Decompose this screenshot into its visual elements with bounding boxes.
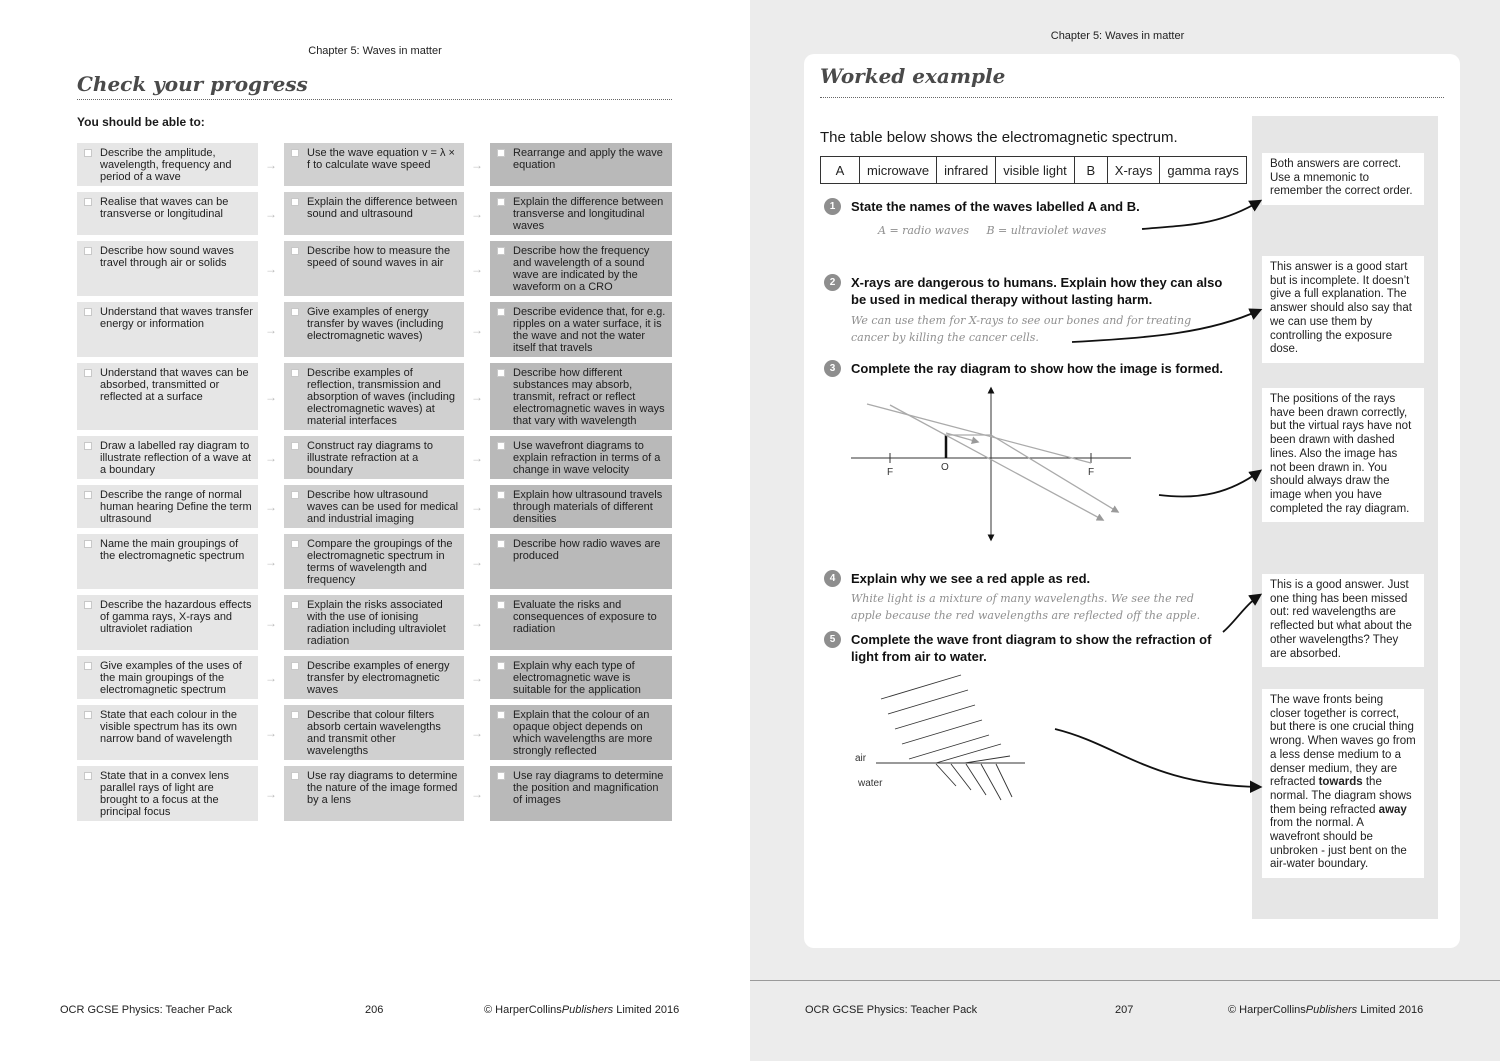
progression-arrow-icon: → <box>265 389 277 404</box>
statement-text: Explain the risks associated with the use of ionising radiation including ultraviolet radiation <box>307 599 446 647</box>
label-water: water <box>858 778 883 789</box>
statement-text: Understand that waves can be absorbed, transmitted or reflected at a surface <box>100 367 249 403</box>
progress-statement <box>284 436 464 479</box>
progression-arrow-icon: → <box>471 389 483 404</box>
feedback-note-4: This is a good answer. Just one thing has been missed out: red wavelengths are reflected but what about the other wavelengths? They are absorbed. <box>1262 574 1424 667</box>
progress-statement <box>284 192 464 235</box>
statement-text: Describe how radio waves are produced <box>513 538 661 562</box>
checkbox[interactable] <box>291 772 299 780</box>
checkbox[interactable] <box>497 491 505 499</box>
checkbox[interactable] <box>84 662 92 670</box>
footer-copyright: © HarperCollinsPublishers Limited 2016 <box>484 1004 680 1016</box>
progress-statement <box>77 485 258 528</box>
statement-text: Describe the amplitude, wavelength, frequency and period of a wave <box>100 147 232 183</box>
statement-text: Explain the difference between sound and ultrasound <box>307 196 458 220</box>
progress-statement <box>77 534 258 589</box>
progress-row <box>77 766 672 821</box>
ray-2b <box>991 435 1118 512</box>
progression-arrow-icon: → <box>265 725 277 740</box>
progress-statement <box>284 363 464 430</box>
statement-text: Describe how different substances may absorb, transmit, refract or reflect electromagnetic waves in ways that vary with wavelength <box>513 367 665 427</box>
statement-text: Use ray diagrams to determine the position and magnification of images <box>513 770 664 806</box>
progress-statement <box>77 595 258 650</box>
progress-statement <box>284 766 464 821</box>
page-rule <box>750 980 1500 981</box>
checkbox[interactable] <box>497 662 505 670</box>
progression-arrow-icon: → <box>265 670 277 685</box>
answer-1: A = radio waves B = ultraviolet waves <box>878 224 1107 237</box>
checkbox[interactable] <box>497 369 505 377</box>
checkbox[interactable] <box>291 442 299 450</box>
progress-row <box>77 143 672 186</box>
statement-text: Describe how the frequency and wavelength of a sound wave are indicated by the waveform on a CRO <box>513 245 650 293</box>
progression-arrow-icon: → <box>471 157 483 172</box>
progress-statement <box>490 656 672 699</box>
spectrum-cell: gamma rays <box>1160 157 1247 184</box>
footer-page-number: 206 <box>365 1004 384 1016</box>
progress-statement <box>77 192 258 235</box>
progression-arrow-icon: → <box>471 450 483 465</box>
progress-statement <box>77 436 258 479</box>
progress-statement <box>77 302 258 357</box>
statement-text: Describe how ultrasound waves can be used for medical and industrial imaging <box>307 489 459 525</box>
checkbox[interactable] <box>497 540 505 548</box>
statement-text: Describe evidence that, for e.g. ripples on a water surface, it is the wave and not the water itself that travels <box>513 306 666 354</box>
checkbox[interactable] <box>84 540 92 548</box>
footer-book: OCR GCSE Physics: Teacher Pack <box>805 1004 978 1016</box>
ray-virtual <box>867 404 1091 463</box>
question-number-badge: 4 <box>824 570 841 587</box>
progress-statement <box>77 705 258 760</box>
statement-text: Describe that colour filters absorb certain wavelengths and transmit other wavelengths <box>307 709 441 757</box>
progression-arrow-icon: → <box>265 450 277 465</box>
progression-arrow-icon: → <box>471 786 483 801</box>
progression-arrow-icon: → <box>471 725 483 740</box>
statement-text: Give examples of the uses of the main groupings of the electromagnetic spectrum <box>100 660 242 696</box>
statement-text: Describe the hazardous effects of gamma rays, X-rays and ultraviolet radiation <box>100 599 252 635</box>
right-page <box>750 0 1500 1061</box>
footer-page-number: 207 <box>1115 1004 1134 1016</box>
statement-text: Explain the difference between transverse and longitudinal waves <box>513 196 664 232</box>
progression-arrow-icon: → <box>471 670 483 685</box>
answer-2-line-1: We can use them for X-rays to see our bones and for treating <box>851 314 1192 327</box>
chapter-header: Chapter 5: Waves in matter <box>308 45 442 57</box>
progress-statement <box>284 143 464 186</box>
progress-row <box>77 436 672 479</box>
question-number-badge: 3 <box>824 360 841 377</box>
ray-diagram <box>851 388 1131 540</box>
checkbox[interactable] <box>291 149 299 157</box>
statement-text: Describe examples of reflection, transmission and absorption of waves (including electromagnetic waves) at material interfaces <box>307 367 455 427</box>
progression-arrow-icon: → <box>471 206 483 221</box>
question-text: State the names of the waves labelled A and B. <box>851 199 1140 214</box>
question-text: Complete the wave front diagram to show the refraction of light from air to water. <box>851 632 1212 664</box>
statement-text: Describe examples of energy transfer by electromagnetic waves <box>307 660 450 696</box>
statement-text: Realise that waves can be transverse or longitudinal <box>100 196 229 220</box>
question-text: Explain why we see a red apple as red. <box>851 571 1091 586</box>
checkbox[interactable] <box>291 540 299 548</box>
question-number-badge: 2 <box>824 274 841 291</box>
wavefront-diagram <box>855 675 1025 800</box>
checkbox[interactable] <box>84 442 92 450</box>
arrow-to-note-4 <box>1223 595 1260 632</box>
statement-text: Compare the groupings of the electromagnetic spectrum in terms of wavelength and frequency <box>307 538 453 586</box>
statement-text: Draw a labelled ray diagram to illustrate reflection of a wave at a boundary <box>100 440 252 476</box>
page-title: Check your progress <box>77 72 672 100</box>
page-title: Worked example <box>820 64 1444 98</box>
progress-row <box>77 363 672 430</box>
question-number-badge: 1 <box>824 198 841 215</box>
progress-row <box>77 705 672 760</box>
spectrum-cell: microwave <box>860 157 937 184</box>
statement-text: Explain that the colour of an opaque object depends on which wavelengths are more strongly reflected <box>513 709 653 757</box>
statement-text: Rearrange and apply the wave equation <box>513 147 663 171</box>
checkbox[interactable] <box>291 491 299 499</box>
spectrum-cell: infrared <box>937 157 996 184</box>
checkbox[interactable] <box>84 491 92 499</box>
progress-statement <box>284 302 464 357</box>
intro-text: You should be able to: <box>77 115 205 129</box>
statement-text: Give examples of energy transfer by waves (including electromagnetic waves) <box>307 306 444 342</box>
checkbox[interactable] <box>497 308 505 316</box>
statement-text: Use ray diagrams to determine the nature of the image formed by a lens <box>307 770 458 806</box>
progress-statement <box>490 766 672 821</box>
checkbox[interactable] <box>84 369 92 377</box>
statement-text: Describe how to measure the speed of sound waves in air <box>307 245 451 269</box>
statement-text: Name the main groupings of the electromagnetic spectrum <box>100 538 245 562</box>
label-f-right: F <box>1088 467 1095 478</box>
progression-arrow-icon: → <box>471 615 483 630</box>
progress-statement <box>490 241 672 296</box>
progress-statement <box>77 363 258 430</box>
progress-statement <box>490 595 672 650</box>
statement-text: State that each colour in the visible spectrum has its own narrow band of wavelength <box>100 709 237 745</box>
answer-4-line-2: apple because the red wavelengths are reflected off the apple. <box>851 609 1201 622</box>
diagram-layer <box>750 0 1500 1061</box>
checkbox[interactable] <box>497 442 505 450</box>
progress-statement <box>77 766 258 821</box>
progress-row <box>77 192 672 235</box>
checkbox[interactable] <box>84 198 92 206</box>
question-text: X-rays are dangerous to humans. Explain how they can also be used in medical therapy without lasting harm. <box>851 275 1223 307</box>
checkbox[interactable] <box>291 247 299 255</box>
progress-statement <box>284 656 464 699</box>
statement-text: Describe the range of normal human hearing Define the term ultrasound <box>100 489 252 525</box>
arrow-to-note-3 <box>1159 471 1260 497</box>
progress-row <box>77 485 672 528</box>
answer-4-line-1: White light is a mixture of many wavelengths. We see the red <box>851 592 1194 605</box>
question-text: Complete the ray diagram to show how the image is formed. <box>851 361 1224 376</box>
progress-row <box>77 534 672 589</box>
ray-1 <box>890 405 1103 520</box>
checkbox[interactable] <box>497 601 505 609</box>
checkbox[interactable] <box>291 711 299 719</box>
spectrum-cell: B <box>1074 157 1107 184</box>
arrow-to-note-5 <box>1055 729 1260 787</box>
progress-statement <box>284 705 464 760</box>
progress-statement <box>284 485 464 528</box>
checkbox[interactable] <box>84 601 92 609</box>
checkbox[interactable] <box>84 711 92 719</box>
progress-grid <box>77 143 672 827</box>
chapter-header: Chapter 5: Waves in matter <box>1050 30 1185 42</box>
checkbox[interactable] <box>84 247 92 255</box>
checkbox[interactable] <box>291 369 299 377</box>
progress-statement <box>284 241 464 296</box>
footer-book: OCR GCSE Physics: Teacher Pack <box>60 1004 233 1016</box>
progression-arrow-icon: → <box>265 786 277 801</box>
spectrum-cell: visible light <box>996 157 1075 184</box>
feedback-note-5: The wave fronts being closer together is correct, but there is one crucial thing wrong. When waves go from a less dense medium to a denser medium, they are refracted towards the normal. The diagram shows them being refracted away from the normal. A wavefront should be unbroken - just bent on the air-water boundary. <box>1262 689 1424 878</box>
answer-2-line-2: cancer by killing the cancer cells. <box>851 331 1039 344</box>
checkbox[interactable] <box>497 149 505 157</box>
progression-arrow-icon: → <box>265 206 277 221</box>
statement-text: Use wavefront diagrams to explain refraction in terms of a change in wave velocity <box>513 440 661 476</box>
progress-statement <box>284 534 464 589</box>
label-f-left: F <box>887 467 894 478</box>
checkbox[interactable] <box>291 662 299 670</box>
callout-arrows <box>1055 201 1260 787</box>
checkbox[interactable] <box>497 772 505 780</box>
progress-statement <box>284 595 464 650</box>
checkbox[interactable] <box>291 198 299 206</box>
progress-statement <box>490 534 672 589</box>
checkbox[interactable] <box>84 149 92 157</box>
progression-arrow-icon: → <box>265 261 277 276</box>
spectrum-cell: A <box>821 157 860 184</box>
checkbox[interactable] <box>497 711 505 719</box>
label-o: O <box>941 462 949 473</box>
progression-arrow-icon: → <box>471 499 483 514</box>
feedback-note-1: Both answers are correct. Use a mnemonic to remember the correct order. <box>1262 153 1424 205</box>
progression-arrow-icon: → <box>471 322 483 337</box>
question-intro: The table below shows the electromagnetic spectrum. <box>820 129 1178 146</box>
progression-arrow-icon: → <box>265 157 277 172</box>
progress-statement <box>490 485 672 528</box>
statement-text: Describe how sound waves travel through air or solids <box>100 245 234 269</box>
question-number-badge: 5 <box>824 631 841 648</box>
progression-arrow-icon: → <box>265 322 277 337</box>
progress-statement <box>490 143 672 186</box>
progression-arrow-icon: → <box>471 261 483 276</box>
progress-statement <box>490 436 672 479</box>
checkbox[interactable] <box>291 601 299 609</box>
progress-statement <box>490 705 672 760</box>
label-air: air <box>855 753 867 764</box>
feedback-note-2: This answer is a good start but is incomplete. It doesn’t give a full explanation. The answer should also say that we can use them by controlling the exposure dose. <box>1262 256 1424 363</box>
arrow-to-note-1 <box>1142 201 1260 229</box>
progression-arrow-icon: → <box>265 615 277 630</box>
progress-statement <box>77 143 258 186</box>
arrow-to-note-2 <box>1072 310 1260 342</box>
progress-statement <box>77 656 258 699</box>
progress-statement <box>490 302 672 357</box>
spectrum-cell: X-rays <box>1107 157 1160 184</box>
statement-text: State that in a convex lens parallel rays of light are brought to a focus at the principal focus <box>100 770 230 818</box>
progression-arrow-icon: → <box>265 554 277 569</box>
progression-arrow-icon: → <box>471 554 483 569</box>
feedback-note-3: The positions of the rays have been drawn correctly, but the virtual rays have not been drawn with dashed lines. Also the image has not been drawn in. You should always draw the image when you have completed the ray diagram. <box>1262 388 1424 522</box>
statement-text: Explain why each type of electromagnetic wave is suitable for the application <box>513 660 641 696</box>
progression-arrow-icon: → <box>265 499 277 514</box>
checkbox[interactable] <box>84 772 92 780</box>
progress-row <box>77 595 672 650</box>
progress-row <box>77 302 672 357</box>
progress-row <box>77 241 672 296</box>
progress-statement <box>77 241 258 296</box>
progress-row <box>77 656 672 699</box>
statement-text: Evaluate the risks and consequences of exposure to radiation <box>513 599 657 635</box>
checkbox[interactable] <box>84 308 92 316</box>
checkbox[interactable] <box>497 198 505 206</box>
footer-copyright: © HarperCollinsPublishers Limited 2016 <box>1228 1004 1424 1016</box>
progress-statement <box>490 192 672 235</box>
checkbox[interactable] <box>497 247 505 255</box>
statement-text: Explain how ultrasound travels through materials of different densities <box>513 489 663 525</box>
statement-text: Construct ray diagrams to illustrate refraction at a boundary <box>307 440 433 476</box>
checkbox[interactable] <box>291 308 299 316</box>
statement-text: Use the wave equation v = λ × f to calculate wave speed <box>307 147 455 171</box>
statement-text: Understand that waves transfer energy or information <box>100 306 253 330</box>
progress-statement <box>490 363 672 430</box>
